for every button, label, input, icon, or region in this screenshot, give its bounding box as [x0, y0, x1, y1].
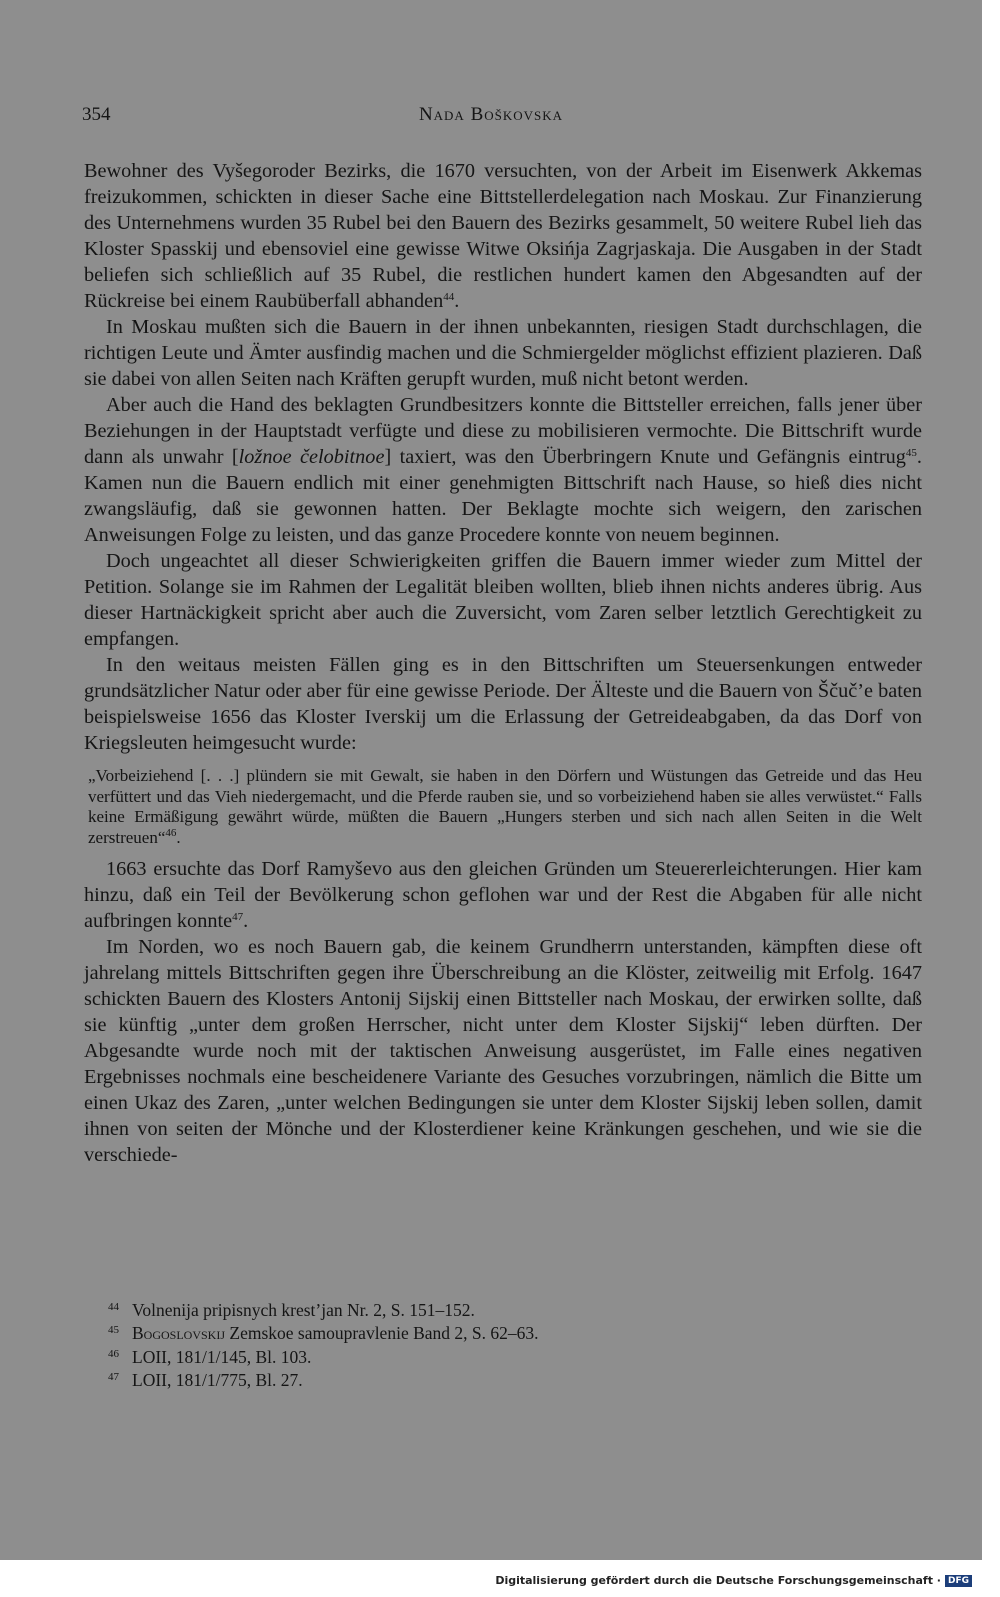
block-quote-text: „Vorbeiziehend [. . .] plündern sie mit Gewalt, sie haben in den Dörfern und Wüstungen das Getreide und das Heu verfüttert und das Vieh niedergemacht, und die Pferde rauben sie, und so vorbeiziehend haben sie alles verwüstet.“ Falls keine Ermäßigung gewährt würde, müßten die Bauern „Hungers sterben und sich nach allen Seiten in die Welt zerstreuen“	[88, 766, 922, 847]
footnote	[108, 1344, 808, 1367]
footnote	[108, 1297, 808, 1320]
block-quote	[88, 766, 922, 848]
footnote-text: LOII, 181/1/775, Bl. 27.	[132, 1369, 303, 1390]
paragraph-4: Doch ungeachtet all dieser Schwierigkeiten griffen die Bauern immer wieder zum Mittel der Petition. Solange sie im Rahmen der Legalität bleiben wollten, blieb ihnen nichts anderes übrig. Aus dieser Hartnäckigkeit spricht aber auch die Zuversicht, vom Zaren selber letztlich Gerechtigkeit zu empfangen.	[84, 550, 922, 650]
paragraph-1-end: .	[454, 290, 460, 312]
paragraph-6-end: .	[243, 910, 249, 932]
footnote-ref-44: 44	[443, 291, 455, 303]
footnote-ref-45: 45	[905, 447, 917, 459]
block-quote-end: .	[176, 827, 181, 847]
italic-term: ložnoe čelobitnoe	[238, 446, 385, 468]
footnotes	[108, 1297, 808, 1390]
paragraph-3-text-b: ] taxiert, was den Überbringern Knute und Gefängnis eintrug	[384, 446, 906, 468]
footnote-ref-47: 47	[232, 911, 244, 923]
paragraph-3-text-a: Aber auch die Hand des beklagten Grundbesitzers konnte die Bittsteller erreichen, falls jener über Beziehungen in der Hauptstadt verfügte und diese zu mobilisieren vermochte. Die Bittschrift wurde dann als unwahr [	[84, 394, 922, 468]
digitization-credit	[495, 1574, 972, 1587]
paragraph-2: In Moskau mußten sich die Bauern in der ihnen unbekannten, riesigen Stadt durchschlagen, die richtigen Leute und Ämter ausfindig machen und die Schmiergelder möglichst effizient plazieren. Daß sie dabei von allen Seiten nach Kräften gerupft wurden, muß nicht betont werden.	[84, 316, 922, 390]
footnote	[108, 1367, 808, 1390]
footnote-text: LOII, 181/1/145, Bl. 103.	[132, 1346, 312, 1367]
page-number: 354	[82, 104, 111, 125]
footnote-author: Bogoslovskij	[132, 1323, 226, 1344]
paragraph-1	[84, 158, 922, 314]
footnote-ref-46: 46	[165, 826, 177, 839]
footnote-text: Zemskoe samoupravlenie Band 2, S. 62–63.	[225, 1323, 539, 1344]
paragraph-3-text-c: . Kamen nun die Bauern endlich mit einer genehmigten Bittschrift nach Hause, so hieß dies nicht zwangsläufig, daß sie gewonnen hatten. Der Beklagte mochte sich weigern, den zarischen Anweisungen Folge zu leisten, und das ganze Procedere konnte von neuem beginnen.	[84, 446, 922, 546]
paragraph-7: Im Norden, wo es noch Bauern gab, die keinem Grundherrn unterstanden, kämpften diese oft jahrelang mittels Bittschriften gegen ihre Überschreibung an die Klöster, zeitweilig mit Erfolg. 1647 schickten Bauern des Klosters Antonij Sijskij einen Bittsteller nach Moskau, der erwirken sollte, daß sie künftig „unter dem großen Herrscher, nicht unter dem Kloster Sijskij“ leben dürften. Der Abgesandte wurde noch mit der taktischen Anweisung ausgerüstet, im Falle eines negativen Ergebnisses nochmals eine bescheidenere Variante des Gesuches vorzubringen, nämlich die Bitte um einen Ukaz des Zaren, „unter welchen Bedingungen sie unter dem Kloster Sijskij leben sollen, damit ihnen von seiten der Mönche und der Klosterdiener keine Kränkungen geschehen, und wie sie die verschiede-	[84, 936, 922, 1166]
footnote	[108, 1320, 808, 1343]
footnote-number: 44	[108, 1301, 119, 1313]
credit-text: Digitalisierung gefördert durch die Deutsche Forschungsgemeinschaft ·	[495, 1574, 941, 1587]
paragraph-6-text: 1663 ersuchte das Dorf Ramyševo aus den gleichen Gründen um Steuererleichterungen. Hier kam hinzu, daß ein Teil der Bevölkerung schon geflohen war und der Rest die Abgaben für alle nicht aufbringen konnte	[84, 858, 922, 932]
footnote-number: 47	[108, 1370, 119, 1383]
paragraph-3	[84, 392, 922, 548]
paragraph-5: In den weitaus meisten Fällen ging es in den Bittschriften um Steuersenkungen entweder grundsätzlicher Natur oder aber für eine gewisse Periode. Der Älteste und die Bauern von Ščuč’e baten beispielsweise 1656 das Kloster Iverskij um die Erlassung der Getreideabgaben, da das Dorf von Kriegsleuten heimgesucht wurde:	[84, 654, 922, 754]
footnote-number: 46	[108, 1347, 119, 1360]
body-text	[84, 158, 922, 1168]
paragraph-6	[84, 856, 922, 934]
footnote-text: Volnenija pripisnych krest’jan Nr. 2, S. 151–152.	[132, 1300, 475, 1320]
running-head: Nada Boškovska	[418, 104, 564, 125]
footnote-number: 45	[108, 1324, 119, 1337]
dfg-logo-icon: DFG	[945, 1575, 972, 1587]
paragraph-1-text: Bewohner des Vyšegoroder Bezirks, die 1670 versuchten, von der Arbeit im Eisenwerk Akkemas freizukommen, schickten in dieser Sache eine Bittstellerdelegation nach Moskau. Zur Finanzierung des Unternehmens wurden 35 Rubel bei den Bauern des Bezirks gesammelt, 50 weitere Rubel lieh das Kloster Spasskij und ebensoviel eine gewisse Witwe Oksińja Zagrjaskaja. Die Ausgaben in der Stadt beliefen sich schließlich auf 35 Rubel, die restlichen hundert kamen den Abgesandten auf der Rückreise bei einem Raubüberfall abhanden	[84, 160, 922, 312]
